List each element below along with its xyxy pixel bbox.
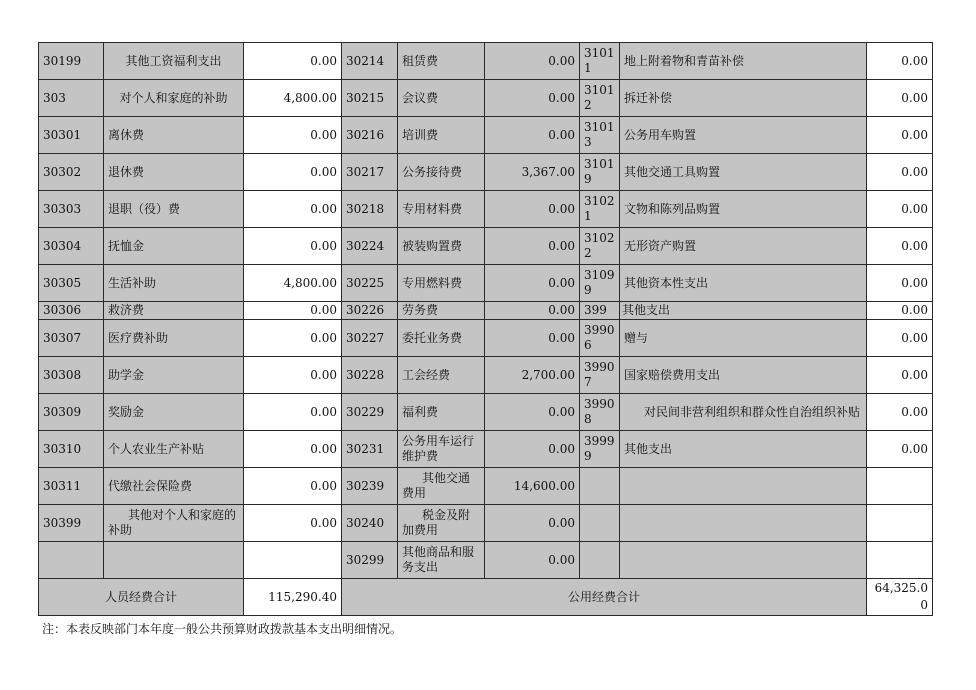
code-cell: 3990 8	[580, 394, 620, 431]
amount-cell: 0.00	[244, 320, 342, 357]
amount-cell: 0.00	[867, 228, 933, 265]
amount-cell: 0.00	[867, 80, 933, 117]
table-row	[39, 357, 933, 394]
code-cell: 30239	[342, 468, 398, 505]
code-cell: 3999 9	[580, 431, 620, 468]
table-row	[39, 468, 933, 505]
table-row	[39, 117, 933, 154]
table-footnote: 注：本表反映部门本年度一般公共预算财政拨款基本支出明细情况。	[42, 622, 403, 636]
item-name-cell: 医疗费补助	[104, 320, 244, 357]
item-name-cell	[620, 505, 867, 542]
item-name-cell: 其他工资福利支出	[104, 43, 244, 80]
code-cell: 30214	[342, 43, 398, 80]
code-cell: 3101 9	[580, 154, 620, 191]
code-cell: 3102 1	[580, 191, 620, 228]
item-name-cell: 其他支出	[620, 302, 867, 320]
amount-cell: 14,600.00	[485, 468, 580, 505]
code-cell: 30308	[39, 357, 104, 394]
amount-cell: 0.00	[244, 302, 342, 320]
amount-cell: 0.00	[244, 357, 342, 394]
amount-cell: 0.00	[485, 117, 580, 154]
item-name-cell: 培训费	[398, 117, 485, 154]
code-cell: 30231	[342, 431, 398, 468]
amount-cell: 0.00	[867, 154, 933, 191]
item-name-cell: 地上附着物和青苗补偿	[620, 43, 867, 80]
code-cell: 30218	[342, 191, 398, 228]
amount-cell: 0.00	[867, 357, 933, 394]
code-cell	[580, 505, 620, 542]
item-name-cell: 委托业务费	[398, 320, 485, 357]
amount-cell: 0.00	[485, 80, 580, 117]
item-name-cell: 福利费	[398, 394, 485, 431]
table-row	[39, 542, 933, 579]
table-row	[39, 228, 933, 265]
amount-cell: 0.00	[244, 228, 342, 265]
code-cell: 30215	[342, 80, 398, 117]
item-name-cell: 拆迁补偿	[620, 80, 867, 117]
code-cell	[39, 542, 104, 579]
amount-cell: 0.00	[244, 43, 342, 80]
amount-cell: 0.00	[244, 505, 342, 542]
code-cell: 3101 3	[580, 117, 620, 154]
code-cell: 30216	[342, 117, 398, 154]
amount-cell: 0.00	[244, 117, 342, 154]
code-cell: 3990 7	[580, 357, 620, 394]
code-cell: 30310	[39, 431, 104, 468]
code-cell: 3102 2	[580, 228, 620, 265]
item-name-cell: 退职（役）费	[104, 191, 244, 228]
item-name-cell: 工会经费	[398, 357, 485, 394]
item-name-cell: 专用材料费	[398, 191, 485, 228]
code-cell: 3101 1	[580, 43, 620, 80]
item-name-cell	[620, 468, 867, 505]
code-cell: 3109 9	[580, 265, 620, 302]
amount-cell: 4,800.00	[244, 265, 342, 302]
item-name-cell: 对民间非营利组织和群众性自治组织补贴	[620, 394, 867, 431]
item-name-cell: 对个人和家庭的补助	[104, 80, 244, 117]
table-row	[39, 505, 933, 542]
code-cell: 30240	[342, 505, 398, 542]
amount-cell	[867, 542, 933, 579]
item-name-cell: 奖励金	[104, 394, 244, 431]
amount-cell: 0.00	[485, 228, 580, 265]
table-row	[39, 154, 933, 191]
amount-cell: 0.00	[485, 43, 580, 80]
item-name-cell: 公务用车运行维护费	[398, 431, 485, 468]
amount-cell: 0.00	[244, 154, 342, 191]
code-cell	[580, 468, 620, 505]
table-row	[39, 191, 933, 228]
amount-cell: 0.00	[244, 431, 342, 468]
code-cell: 30199	[39, 43, 104, 80]
item-name-cell: 文物和陈列品购置	[620, 191, 867, 228]
amount-cell: 0.00	[867, 394, 933, 431]
item-name-cell: 赠与	[620, 320, 867, 357]
table-row	[39, 302, 933, 320]
code-cell: 30311	[39, 468, 104, 505]
item-name-cell: 其他对个人和家庭的补助	[104, 505, 244, 542]
item-name-cell	[104, 542, 244, 579]
code-cell: 30229	[342, 394, 398, 431]
amount-cell: 0.00	[244, 394, 342, 431]
amount-cell: 0.00	[867, 431, 933, 468]
item-name-cell: 公务用车购置	[620, 117, 867, 154]
amount-cell: 2,700.00	[485, 357, 580, 394]
item-name-cell: 退休费	[104, 154, 244, 191]
code-cell: 30217	[342, 154, 398, 191]
code-cell: 30303	[39, 191, 104, 228]
table-row	[39, 394, 933, 431]
item-name-cell: 无形资产购置	[620, 228, 867, 265]
code-cell: 30299	[342, 542, 398, 579]
amount-cell: 0.00	[867, 43, 933, 80]
code-cell: 30225	[342, 265, 398, 302]
personnel-total-label: 人员经费合计	[39, 579, 244, 616]
item-name-cell: 劳务费	[398, 302, 485, 320]
amount-cell: 0.00	[485, 265, 580, 302]
amount-cell: 0.00	[485, 320, 580, 357]
item-name-cell: 救济费	[104, 302, 244, 320]
item-name-cell: 其他交通工具购置	[620, 154, 867, 191]
code-cell	[580, 542, 620, 579]
totals-row	[39, 579, 933, 616]
amount-cell: 0.00	[485, 191, 580, 228]
personnel-total-value: 115,290.40	[244, 579, 342, 616]
item-name-cell: 租赁费	[398, 43, 485, 80]
item-name-cell: 离休费	[104, 117, 244, 154]
amount-cell	[867, 505, 933, 542]
item-name-cell: 公务接待费	[398, 154, 485, 191]
code-cell: 30304	[39, 228, 104, 265]
item-name-cell: 被装购置费	[398, 228, 485, 265]
item-name-cell: 其他资本性支出	[620, 265, 867, 302]
amount-cell: 0.00	[485, 542, 580, 579]
table-row	[39, 265, 933, 302]
table-row	[39, 80, 933, 117]
code-cell: 30226	[342, 302, 398, 320]
code-cell: 3101 2	[580, 80, 620, 117]
table-row	[39, 43, 933, 80]
table-row	[39, 320, 933, 357]
code-cell: 30305	[39, 265, 104, 302]
code-cell: 30399	[39, 505, 104, 542]
amount-cell: 0.00	[867, 265, 933, 302]
item-name-cell: 助学金	[104, 357, 244, 394]
item-name-cell	[620, 542, 867, 579]
amount-cell: 0.00	[485, 302, 580, 320]
item-name-cell: 个人农业生产补贴	[104, 431, 244, 468]
table-row	[39, 431, 933, 468]
item-name-cell: 代缴社会保险费	[104, 468, 244, 505]
item-name-cell: 会议费	[398, 80, 485, 117]
public-total-label: 公用经费合计	[342, 579, 867, 616]
item-name-cell: 国家赔偿费用支出	[620, 357, 867, 394]
code-cell: 30228	[342, 357, 398, 394]
amount-cell: 0.00	[867, 302, 933, 320]
code-cell: 399	[580, 302, 620, 320]
item-name-cell: 生活补助	[104, 265, 244, 302]
code-cell: 30302	[39, 154, 104, 191]
amount-cell	[867, 468, 933, 505]
amount-cell: 3,367.00	[485, 154, 580, 191]
amount-cell: 0.00	[485, 505, 580, 542]
amount-cell: 0.00	[867, 191, 933, 228]
amount-cell: 4,800.00	[244, 80, 342, 117]
amount-cell: 0.00	[867, 117, 933, 154]
amount-cell: 0.00	[485, 431, 580, 468]
code-cell: 303	[39, 80, 104, 117]
code-cell: 30301	[39, 117, 104, 154]
amount-cell: 0.00	[244, 191, 342, 228]
amount-cell: 0.00	[867, 320, 933, 357]
amount-cell: 0.00	[244, 468, 342, 505]
code-cell: 30227	[342, 320, 398, 357]
amount-cell	[244, 542, 342, 579]
expenditure-detail-table	[38, 42, 933, 616]
item-name-cell: 专用燃料费	[398, 265, 485, 302]
item-name-cell: 抚恤金	[104, 228, 244, 265]
item-name-cell: 其他支出	[620, 431, 867, 468]
item-name-cell: 税金及附加费用	[398, 505, 485, 542]
item-name-cell: 其他交通费用	[398, 468, 485, 505]
item-name-cell: 其他商品和服务支出	[398, 542, 485, 579]
code-cell: 3990 6	[580, 320, 620, 357]
amount-cell: 0.00	[485, 394, 580, 431]
public-total-value: 64,325.00	[867, 579, 933, 616]
code-cell: 30224	[342, 228, 398, 265]
code-cell: 30309	[39, 394, 104, 431]
code-cell: 30306	[39, 302, 104, 320]
code-cell: 30307	[39, 320, 104, 357]
